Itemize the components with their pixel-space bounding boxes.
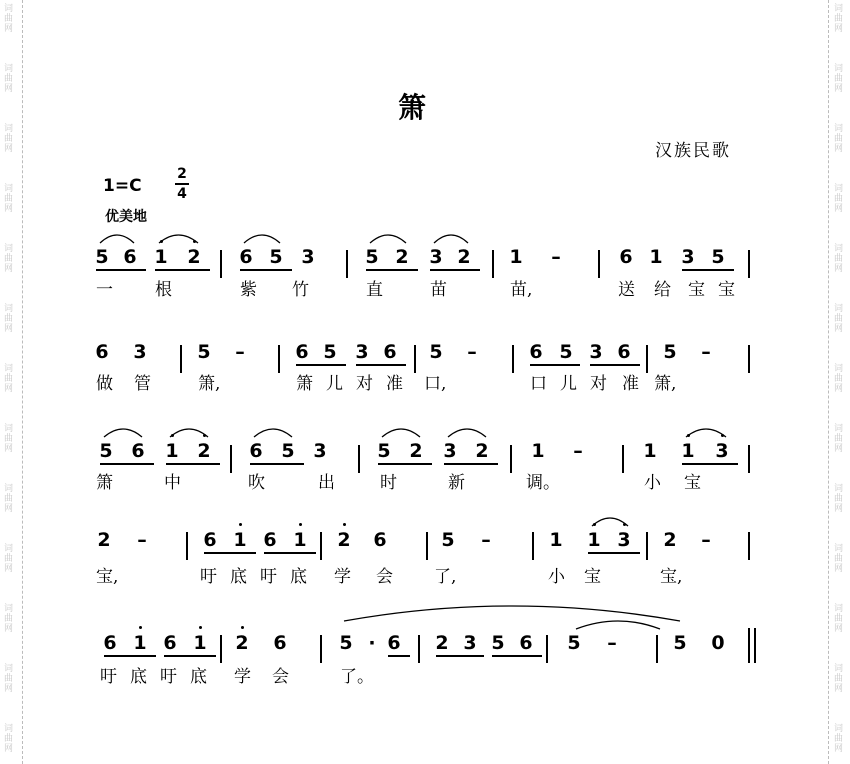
note: 6	[131, 440, 145, 462]
watermark-text: 词 曲 网	[4, 424, 14, 454]
note: –	[573, 440, 583, 462]
lyric-syllable: 调。	[526, 473, 560, 493]
note: –	[137, 529, 147, 551]
watermark-text: 词 曲 网	[834, 304, 844, 334]
note: 5	[339, 632, 353, 654]
note: 2	[663, 529, 677, 551]
lyric-syllable: 箫	[96, 473, 113, 493]
note: –	[607, 632, 617, 654]
lyric-syllable: 宝,	[96, 567, 119, 587]
lyric-syllable: 出	[318, 473, 335, 493]
lyric-syllable: 对	[356, 374, 373, 394]
note: 1	[509, 246, 523, 268]
note: 2	[337, 529, 351, 551]
phrase-slur-arc	[344, 606, 680, 621]
lyric-syllable: 学	[334, 567, 351, 587]
note: –	[701, 529, 711, 551]
note: 1	[193, 632, 207, 654]
note: 1	[293, 529, 307, 551]
note: 1	[681, 440, 695, 462]
slur-arc	[104, 429, 142, 437]
watermark-text: 词 曲 网	[834, 544, 844, 574]
note: 1	[643, 440, 657, 462]
lyric-syllable: 箫,	[198, 374, 221, 394]
note: 2	[187, 246, 201, 268]
lyric-syllable: 竹	[292, 280, 309, 300]
lyric-syllable: 底	[190, 667, 207, 687]
lyric-syllable: 做	[96, 374, 113, 394]
watermark-text: 词 曲 网	[4, 544, 14, 574]
lyric-syllable: 会	[376, 567, 393, 587]
lyric-syllable: 吁	[100, 667, 117, 687]
slur-arc	[100, 235, 134, 243]
note: 5	[377, 440, 391, 462]
note: 5	[673, 632, 687, 654]
lyric-syllable: 一	[96, 280, 113, 300]
lyric-syllable: 宝	[584, 567, 601, 587]
note: 2	[475, 440, 489, 462]
lyric-syllable: 底	[130, 667, 147, 687]
lyric-syllable: 了,	[434, 567, 457, 587]
slur-arc	[434, 235, 468, 243]
note: 6	[263, 529, 277, 551]
note: 6	[383, 341, 397, 363]
watermark-text: 词 曲 网	[834, 484, 844, 514]
note: –	[235, 341, 245, 363]
note: 1	[233, 529, 247, 551]
watermark-text: 词 曲 网	[4, 64, 14, 94]
note: 6	[387, 632, 401, 654]
note: 6	[203, 529, 217, 551]
slur-arc	[159, 235, 198, 243]
note: 2	[457, 246, 471, 268]
lyric-syllable: 儿	[326, 374, 343, 394]
note: 5	[429, 341, 443, 363]
note: 3	[133, 341, 147, 363]
lyric-syllable: 口	[530, 374, 547, 394]
note: 6	[103, 632, 117, 654]
time-signature-top: 2	[177, 166, 187, 182]
note: 3	[589, 341, 603, 363]
watermark-text: 词 曲 网	[4, 724, 14, 754]
watermark-text: 词 曲 网	[834, 124, 844, 154]
note: 6	[529, 341, 543, 363]
key-signature: 1=C	[103, 176, 142, 196]
lyric-syllable: 底	[230, 567, 247, 587]
time-signature-bottom: 4	[177, 186, 187, 202]
note: 5	[197, 341, 211, 363]
lyric-syllable: 宝	[718, 280, 735, 300]
note: 1	[133, 632, 147, 654]
lyric-syllable: 送	[618, 280, 635, 300]
note: 5	[365, 246, 379, 268]
note: 6	[617, 341, 631, 363]
note: 1	[649, 246, 663, 268]
note: 5	[281, 440, 295, 462]
note: 6	[373, 529, 387, 551]
lyric-syllable: 中	[164, 473, 181, 493]
note: 1	[531, 440, 545, 462]
lyric-syllable: 管	[134, 374, 151, 394]
note: 2	[395, 246, 409, 268]
slur-arc	[686, 429, 726, 437]
note: 3	[429, 246, 443, 268]
lyric-syllable: 准	[386, 374, 403, 394]
note: 3	[681, 246, 695, 268]
note: 3	[355, 341, 369, 363]
note: 3	[463, 632, 477, 654]
watermark-text: 词 曲 网	[834, 184, 844, 214]
lyric-syllable: 小	[644, 473, 661, 493]
note: 3	[443, 440, 457, 462]
note: 6	[619, 246, 633, 268]
watermark-text: 词 曲 网	[834, 724, 844, 754]
note: 6	[295, 341, 309, 363]
lyric-syllable: 对	[590, 374, 607, 394]
watermark-text: 词 曲 网	[834, 4, 844, 34]
note: 1	[165, 440, 179, 462]
note: 1	[154, 246, 168, 268]
lyric-syllable: 会	[272, 667, 289, 687]
watermark-text: 词 曲 网	[4, 124, 14, 154]
note: 5	[559, 341, 573, 363]
watermark-text: 词 曲 网	[4, 364, 14, 394]
note: 6	[239, 246, 253, 268]
note: 3	[313, 440, 327, 462]
note: 5	[441, 529, 455, 551]
lyric-syllable: 吁	[200, 567, 217, 587]
lyric-syllable: 小	[548, 567, 565, 587]
note: 6	[273, 632, 287, 654]
slur-arc	[576, 621, 660, 629]
note: 3	[617, 529, 631, 551]
watermark-text: 词 曲 网	[4, 244, 14, 274]
slur-arc	[254, 429, 292, 437]
lyric-syllable: 准	[622, 374, 639, 394]
lyric-syllable: 宝	[684, 473, 701, 493]
note: 5	[95, 246, 109, 268]
note: 5	[323, 341, 337, 363]
watermark-text: 词 曲 网	[4, 604, 14, 634]
watermark-text: 词 曲 网	[834, 244, 844, 274]
note: 6	[123, 246, 137, 268]
slur-arc	[382, 429, 420, 437]
note: 5	[711, 246, 725, 268]
lyric-syllable: 苗,	[510, 280, 533, 300]
note: 2	[235, 632, 249, 654]
lyric-syllable: 了。	[340, 667, 374, 687]
song-title: 箫	[397, 91, 426, 124]
watermark-text: 词 曲 网	[834, 424, 844, 454]
lyric-syllable: 底	[290, 567, 307, 587]
watermark-text: 词 曲 网	[834, 64, 844, 94]
note: 5	[99, 440, 113, 462]
note: 5	[567, 632, 581, 654]
watermark-text: 词 曲 网	[834, 664, 844, 694]
lyric-syllable: 吁	[160, 667, 177, 687]
lyric-syllable: 学	[234, 667, 251, 687]
note: 1	[549, 529, 563, 551]
note: 5	[663, 341, 677, 363]
lyric-syllable: 新	[448, 473, 465, 493]
lyric-syllable: 箫	[296, 374, 313, 394]
slur-arc	[448, 429, 486, 437]
note: 2	[197, 440, 211, 462]
watermark-text: 词 曲 网	[4, 304, 14, 334]
lyric-syllable: 口,	[424, 374, 447, 394]
note: ·	[368, 632, 376, 654]
watermark-text: 词 曲 网	[4, 664, 14, 694]
watermark-text: 词 曲 网	[834, 604, 844, 634]
lyric-syllable: 宝	[688, 280, 705, 300]
composer-credit: 汉族民歌	[655, 141, 731, 161]
watermark-text: 词 曲 网	[834, 364, 844, 394]
tempo-marking: 优美地	[105, 209, 147, 225]
lyric-syllable: 吁	[260, 567, 277, 587]
note: 6	[519, 632, 533, 654]
lyric-syllable: 苗	[430, 280, 447, 300]
note: 6	[163, 632, 177, 654]
note: 5	[269, 246, 283, 268]
lyric-syllable: 箫,	[654, 374, 677, 394]
lyric-syllable: 吹	[248, 473, 265, 493]
watermark-text: 词 曲 网	[4, 184, 14, 214]
note: 6	[95, 341, 109, 363]
lyric-syllable: 给	[654, 280, 671, 300]
note: –	[551, 246, 561, 268]
note: –	[701, 341, 711, 363]
lyric-syllable: 根	[155, 280, 172, 300]
slur-arc	[592, 518, 628, 526]
slur-arc	[170, 429, 208, 437]
note: 0	[711, 632, 725, 654]
note: 3	[301, 246, 315, 268]
note: 6	[249, 440, 263, 462]
note: 2	[435, 632, 449, 654]
note: 2	[97, 529, 111, 551]
note: 2	[409, 440, 423, 462]
lyric-syllable: 时	[380, 473, 397, 493]
watermark-text: 词 曲 网	[4, 4, 14, 34]
note: 3	[715, 440, 729, 462]
note: –	[467, 341, 477, 363]
lyric-syllable: 宝,	[660, 567, 683, 587]
note: 1	[587, 529, 601, 551]
note: 5	[491, 632, 505, 654]
lyric-syllable: 儿	[560, 374, 577, 394]
slur-arc	[244, 235, 280, 243]
slur-arc	[370, 235, 406, 243]
watermark-text: 词 曲 网	[4, 484, 14, 514]
lyric-syllable: 直	[366, 280, 383, 300]
note: –	[481, 529, 491, 551]
lyric-syllable: 紫	[240, 280, 257, 300]
